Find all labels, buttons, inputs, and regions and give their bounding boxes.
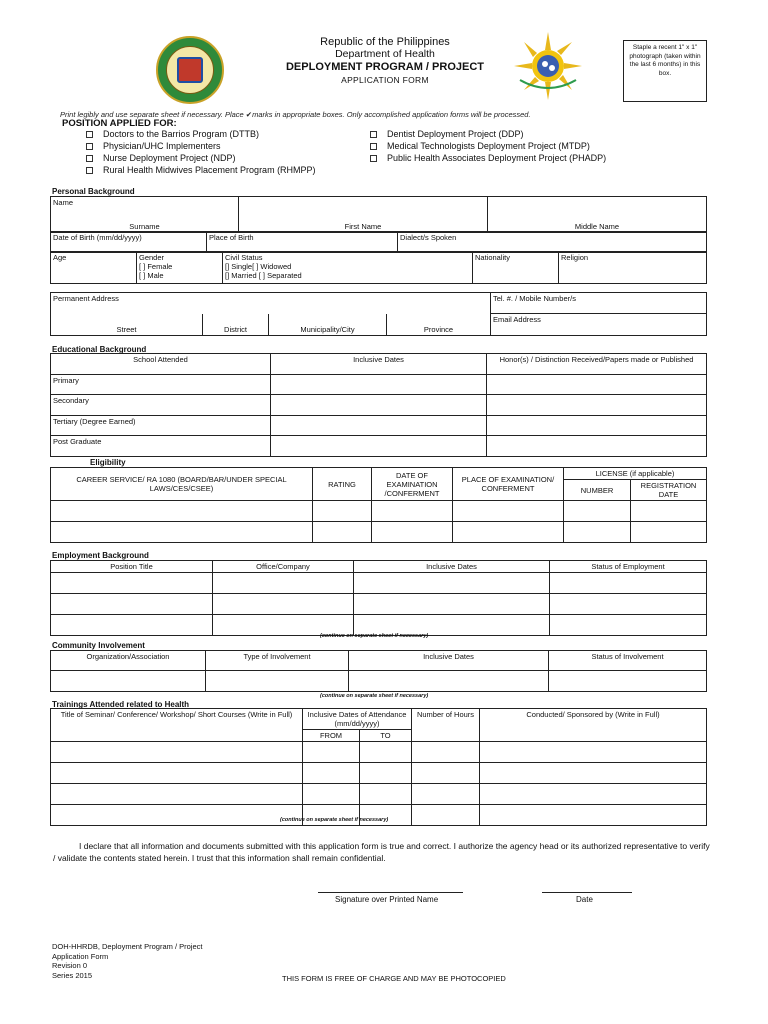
personal-section-title: Personal Background — [52, 187, 135, 196]
free-of-charge-note: THIS FORM IS FREE OF CHARGE AND MAY BE PHOTOCOPIED — [282, 974, 506, 983]
edu-cell[interactable] — [487, 416, 707, 436]
instructions: Print legibly and use separate sheet if necessary. Place ✔marks in appropriate boxes. Only accomplished application forms will be processed. — [60, 110, 531, 119]
edu-row-label[interactable]: Tertiary (Degree Earned) — [51, 416, 271, 436]
com-header-dates: Inclusive Dates — [349, 651, 549, 671]
edu-row-label[interactable]: Post Graduate — [51, 436, 271, 457]
option-ndp[interactable]: Nurse Deployment Project (NDP) — [86, 153, 236, 163]
table-row — [51, 784, 707, 805]
elig-header-license: LICENSE (if applicable) — [564, 468, 707, 480]
table-row — [51, 436, 707, 457]
option-dttb[interactable]: Doctors to the Barrios Program (DTTB) — [86, 129, 259, 139]
tr-header-hours: Number of Hours — [412, 709, 480, 742]
table-row — [51, 416, 707, 436]
checkbox[interactable] — [86, 143, 93, 150]
pob-cell[interactable]: Place of Birth — [207, 232, 398, 253]
elig-header-date: DATE OF EXAMINATION /CONFERMENT — [372, 468, 453, 501]
doh-seal-logo — [156, 36, 224, 104]
header-republic: Republic of the Philippines — [320, 36, 450, 48]
personal-status-table — [50, 251, 707, 284]
religion-cell[interactable]: Religion — [559, 252, 707, 284]
footer-block — [52, 942, 202, 980]
dialect-cell[interactable]: Dialect/s Spoken — [398, 232, 707, 253]
trainings-table — [50, 708, 707, 826]
dob-cell[interactable]: Date of Birth (mm/dd/yyyy) — [51, 232, 207, 253]
table-row — [51, 594, 707, 615]
community-note: (continue on separate sheet if necessary) — [320, 693, 429, 699]
table-row — [51, 395, 707, 416]
table-row — [51, 671, 707, 692]
option-mtdp[interactable]: Medical Technologists Deployment Project (MTDP) — [370, 141, 590, 151]
male-option[interactable]: [ ] Male — [139, 271, 164, 280]
middle-name-cell[interactable]: Middle Name — [488, 197, 707, 233]
education-table — [50, 353, 707, 457]
checkbox[interactable] — [370, 155, 377, 162]
checkbox[interactable] — [370, 143, 377, 150]
edu-cell[interactable] — [487, 436, 707, 457]
option-phadp[interactable]: Public Health Associates Deployment Project (PHADP) — [370, 153, 606, 163]
personal-name-table — [50, 196, 707, 233]
employment-table — [50, 560, 707, 636]
female-option[interactable]: [ ] Female — [139, 262, 173, 271]
civil-option-2[interactable]: [] Married [ ] Separated — [225, 271, 302, 280]
perm-address-label: Permanent Address — [51, 293, 491, 314]
tel-cell[interactable]: Tel. #. / Mobile Number/s — [491, 293, 707, 314]
edu-header-school: School Attended — [51, 354, 271, 375]
position-title: POSITION APPLIED FOR: — [62, 118, 177, 129]
emp-header-position: Position Title — [51, 561, 213, 573]
tr-header-to: TO — [360, 730, 412, 742]
tr-header-conducted: Conducted/ Sponsored by (Write in Full) — [480, 709, 707, 742]
com-header-type: Type of Involvement — [206, 651, 349, 671]
province-cell[interactable]: Province — [387, 314, 491, 336]
surname-cell[interactable]: Name Surname — [51, 197, 239, 233]
elig-header-regdate: REGISTRATION DATE — [631, 480, 707, 501]
trainings-note: (continue on separate sheet if necessary) — [280, 817, 389, 823]
checkbox[interactable] — [86, 131, 93, 138]
edu-cell[interactable] — [271, 416, 487, 436]
photo-box[interactable]: Staple a recent 1" x 1" photograph (taken within the last 6 months) in this box. — [623, 40, 707, 102]
date-line[interactable] — [542, 892, 632, 893]
elig-header-number: NUMBER — [564, 480, 631, 501]
option-ddp[interactable]: Dentist Deployment Project (DDP) — [370, 129, 524, 139]
header-block — [250, 36, 520, 86]
header-form: APPLICATION FORM — [341, 75, 429, 85]
edu-row-label[interactable]: Primary — [51, 375, 271, 395]
district-cell[interactable]: District — [203, 314, 269, 336]
tr-header-from: FROM — [303, 730, 360, 742]
community-section-title: Community Involvement — [52, 641, 145, 650]
option-uhc[interactable]: Physician/UHC Implementers — [86, 141, 221, 151]
employment-note: (continue on separate sheet if necessary) — [320, 633, 429, 639]
table-row — [51, 573, 707, 594]
footer-line2: Application Form — [52, 951, 109, 961]
elig-header-rating: RATING — [313, 468, 372, 501]
elig-header-career: CAREER SERVICE/ RA 1080 (BOARD/BAR/UNDER SPECIAL LAWS/CES/CSEE) — [51, 468, 313, 501]
personal-birth-table — [50, 231, 707, 253]
edu-cell[interactable] — [271, 395, 487, 416]
footer-line1: DOH-HHRDB, Deployment Program / Project — [52, 942, 203, 951]
edu-header-dates: Inclusive Dates — [271, 354, 487, 375]
emp-header-dates: Inclusive Dates — [354, 561, 550, 573]
elig-header-place: PLACE OF EXAMINATION/ CONFERMENT — [453, 468, 564, 501]
checkbox[interactable] — [86, 155, 93, 162]
employment-section-title: Employment Background — [52, 551, 149, 560]
signature-line[interactable] — [318, 892, 463, 893]
header-department: Department of Health — [335, 48, 435, 60]
address-table — [50, 292, 707, 336]
table-row — [51, 742, 707, 763]
civil-option-1[interactable]: [] Single[ ] Widowed — [225, 262, 292, 271]
tr-header-dates: Inclusive Dates of Attendance (mm/dd/yyyy) — [303, 709, 412, 730]
edu-cell[interactable] — [487, 375, 707, 395]
first-name-cell[interactable]: First Name — [239, 197, 488, 233]
education-section-title: Educational Background — [52, 345, 147, 354]
checkbox[interactable] — [86, 167, 93, 174]
checkbox[interactable] — [370, 131, 377, 138]
civil-status-cell[interactable]: Civil Status [] Single[ ] Widowed [] Married [ ] Separated — [223, 252, 473, 284]
signature-label: Signature over Printed Name — [335, 895, 439, 904]
street-cell[interactable]: Street — [51, 314, 203, 336]
header-program: DEPLOYMENT PROGRAM / PROJECT — [285, 61, 485, 73]
eligibility-table — [50, 467, 707, 543]
edu-cell[interactable] — [271, 436, 487, 457]
eligibility-section-title: Eligibility — [90, 458, 126, 467]
edu-cell[interactable] — [487, 395, 707, 416]
edu-row-label[interactable]: Secondary — [51, 395, 271, 416]
footer-line3: Revision 0 — [52, 961, 88, 970]
com-header-org: Organization/Association — [51, 651, 206, 671]
option-rhmpp[interactable]: Rural Health Midwives Placement Program (RHMPP) — [86, 165, 316, 175]
declaration-text: I declare that all information and documents submitted with this application form is true and correct. I authorize the agency head or its authorized representative to verify / validate the contents stated herein. I trust that this information shall remain confidential. — [53, 841, 710, 863]
emp-header-office: Office/Company — [213, 561, 354, 573]
date-label: Date — [576, 895, 593, 904]
nationality-cell[interactable]: Nationality — [473, 252, 559, 284]
age-cell[interactable]: Age — [51, 252, 137, 284]
emp-header-status: Status of Employment — [550, 561, 707, 573]
edu-cell[interactable] — [271, 375, 487, 395]
email-cell[interactable]: Email Address — [491, 314, 707, 336]
table-row — [51, 763, 707, 784]
table-row — [51, 522, 707, 543]
trainings-section-title: Trainings Attended related to Health — [52, 700, 190, 709]
table-row — [51, 375, 707, 395]
sun-logo — [512, 30, 584, 102]
edu-header-honors: Honor(s) / Distinction Received/Papers made or Published — [487, 354, 707, 375]
community-table — [50, 650, 707, 692]
gender-cell[interactable]: Gender [ ] Female [ ] Male — [137, 252, 223, 284]
com-header-status: Status of Involvement — [549, 651, 707, 671]
table-row — [51, 501, 707, 522]
tr-header-title: Title of Seminar/ Conference/ Workshop/ Short Courses (Write in Full) — [51, 709, 303, 742]
footer-line4: Series 2015 — [52, 970, 93, 980]
municipality-cell[interactable]: Municipality/City — [269, 314, 387, 336]
